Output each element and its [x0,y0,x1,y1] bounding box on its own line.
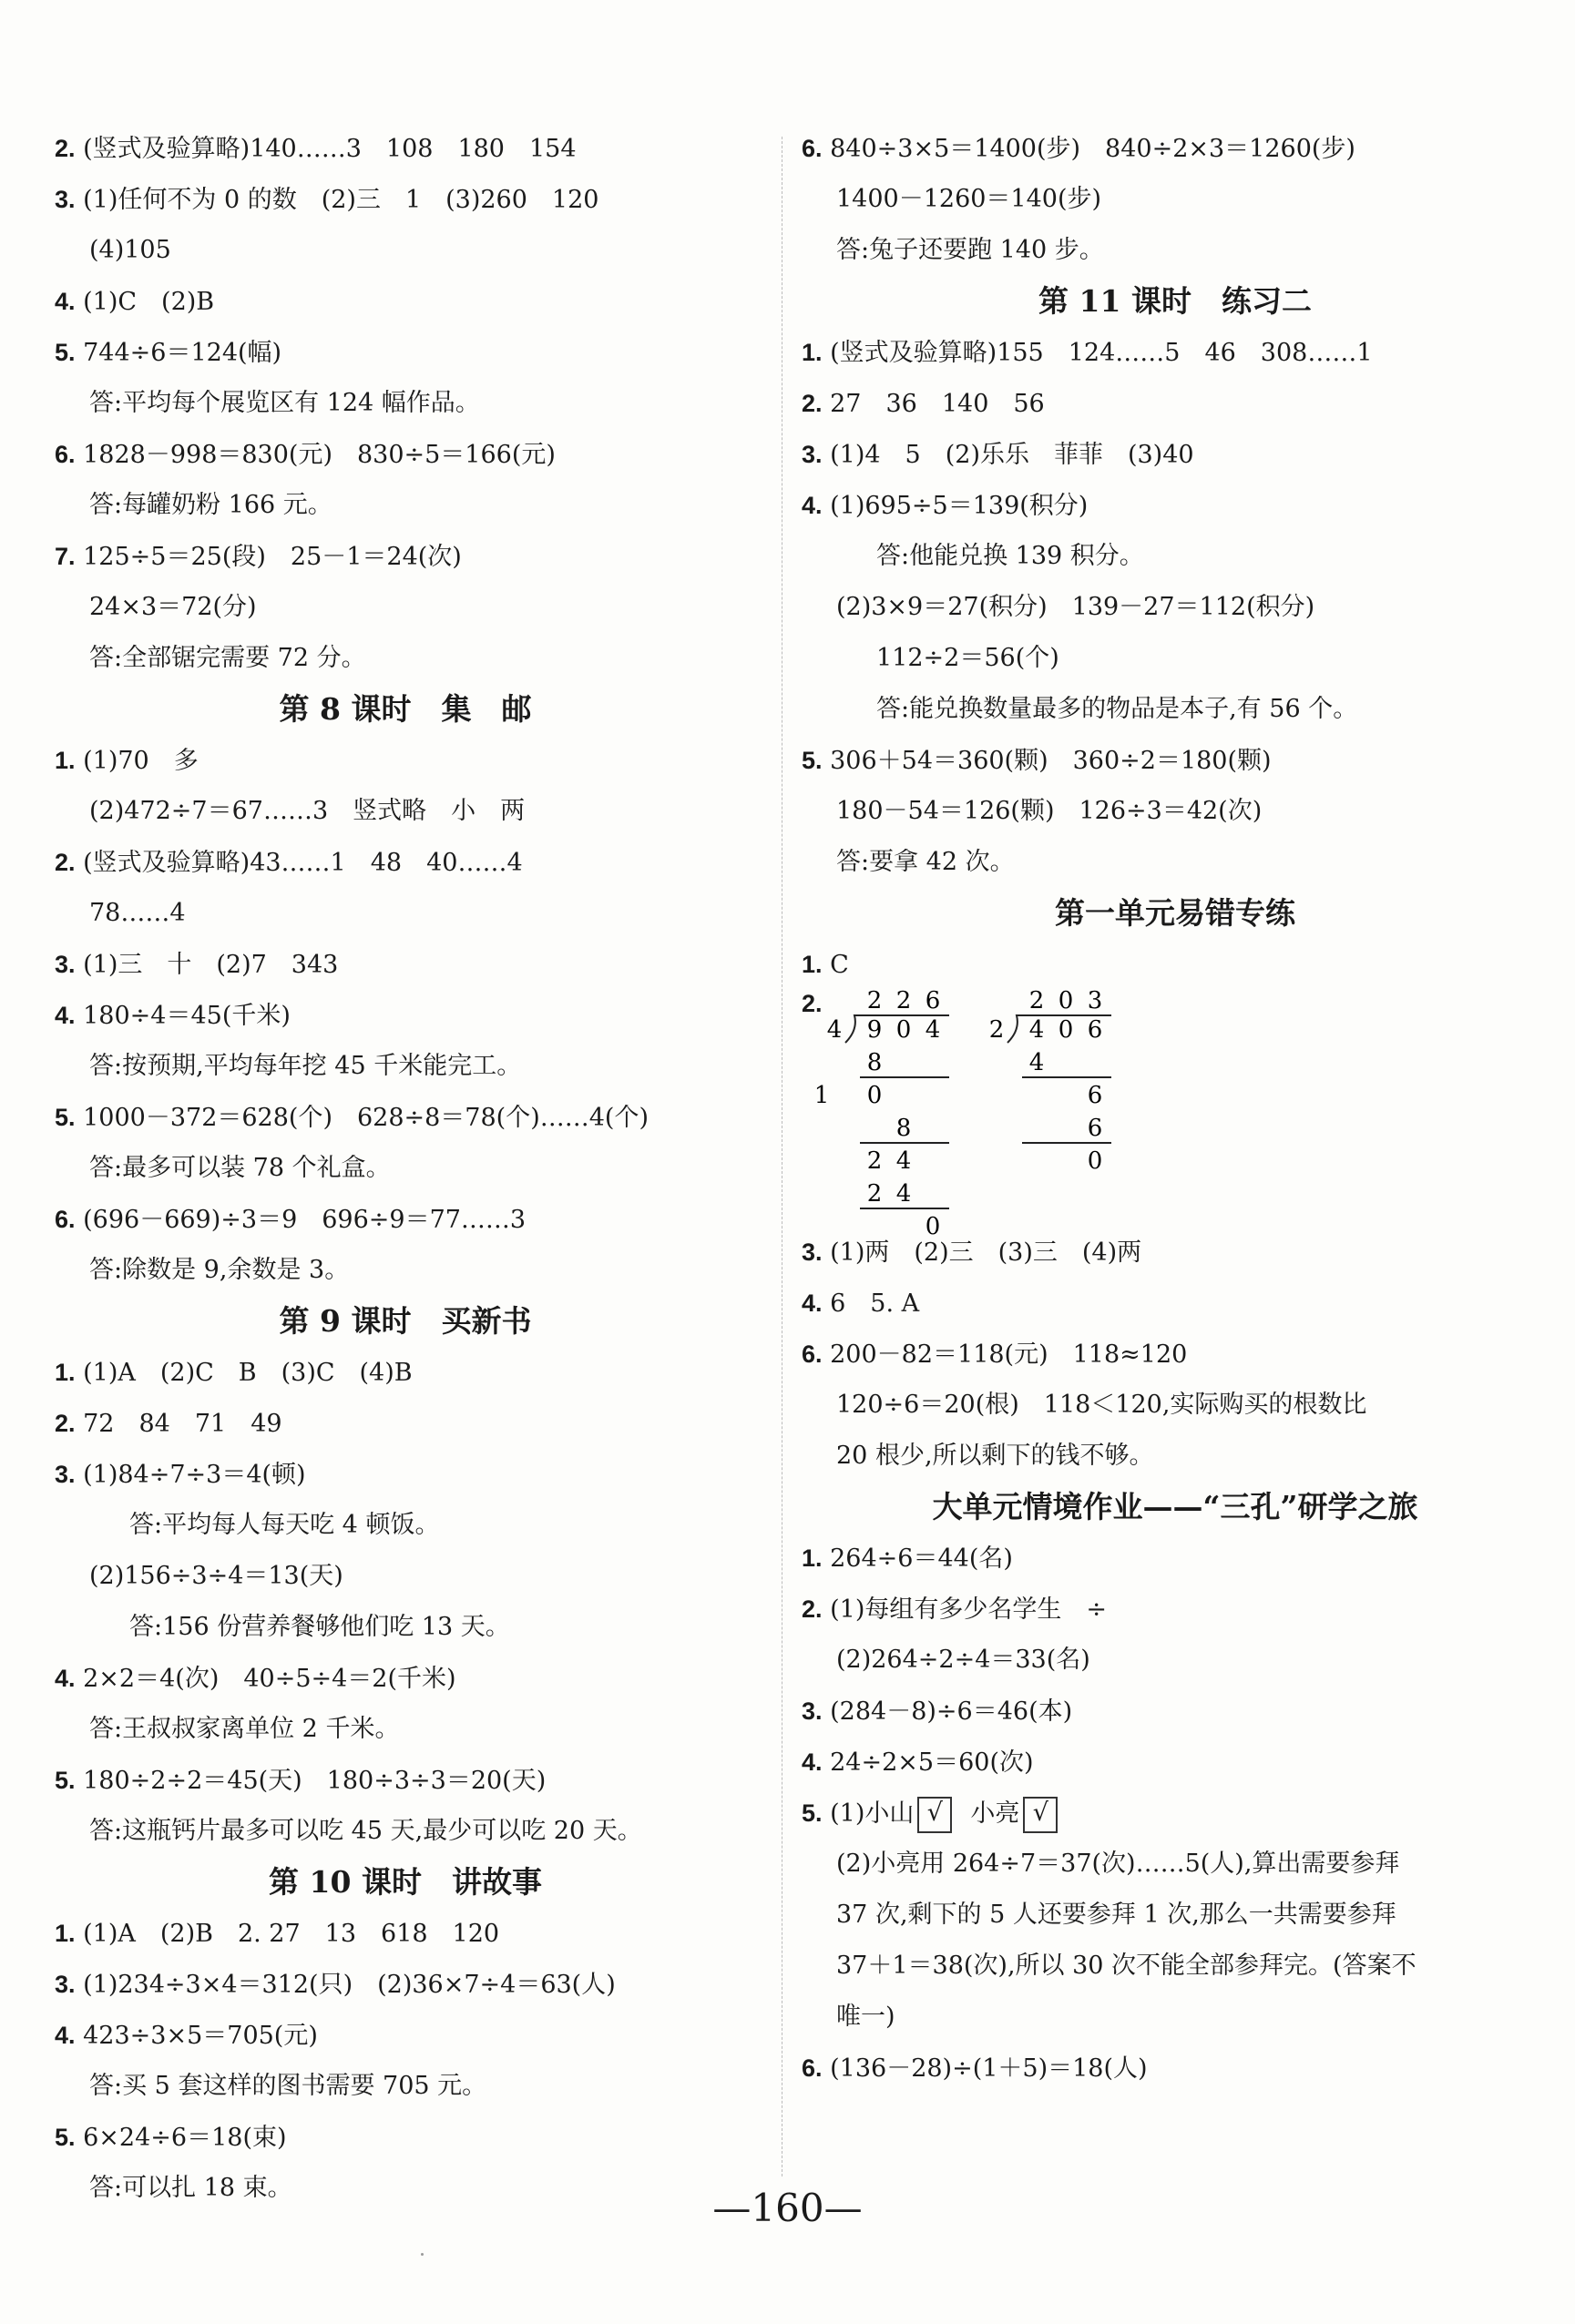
answer-text: (竖式及验算略)43……1 48 40……4 [83,849,523,877]
answer-text: 答:买 5 套这样的图书需要 705 元。 [89,2072,487,2100]
answer-text: 24×3＝72(分) [89,593,257,621]
answer-line [55,837,756,888]
answer-text: 答:要拿 42 次。 [836,848,1015,876]
question-number: 3. [802,1697,823,1725]
answer-line [802,837,1549,888]
question-number: 1. [55,1359,76,1386]
answer-text: 答:每罐奶粉 166 元。 [89,491,332,519]
answer-line [802,1737,1549,1788]
answer-text: 264÷6＝44(名) [830,1544,1013,1573]
answer-text: 1828－998＝830(元) 830÷5＝166(元) [83,441,556,469]
divisor: 2 [988,1016,1005,1044]
answer-text: 答:可以扎 18 束。 [89,2174,292,2202]
question-number: 5. [55,339,76,366]
answer-line [55,990,756,1041]
answer-line [802,1227,1549,1278]
answer-line [55,276,756,327]
question-number: 1. [55,1920,76,1947]
answer-line [55,2010,756,2061]
answer-line [802,1380,1549,1431]
divisor: 4 [826,1016,843,1044]
answer-text: C [830,951,849,979]
step-digit: 4 [1028,1049,1045,1076]
question-number: 2. [802,990,823,1017]
question-number: 1. [802,1544,823,1572]
answer-text: (1)任何不为 0 的数 (2)三 1 (3)260 120 [83,186,599,214]
dividend-digit: 0 [1058,1016,1074,1044]
question-number: 1. [802,951,823,978]
answer-text: (1)两 (2)三 (3)三 (4)两 [830,1238,1142,1267]
answer-text: 840÷3×5＝1400(步) 840÷2×3＝1260(步) [830,135,1355,163]
answer-line [802,1992,1549,2043]
answer-text: (284－8)÷6＝46(本) [830,1697,1073,1726]
answer-text: 37＋1＝38(次),所以 30 次不能全部参拜完。(答案不 [836,1952,1416,1980]
answer-text: 答:156 份营养餐够他们吃 13 天。 [129,1613,510,1641]
answer-line [55,1194,756,1245]
question-number: 6. [802,2054,823,2082]
answer-line [55,429,756,480]
answer-line [802,735,1549,786]
question-number: 3. [55,1971,76,1998]
question-number: 6. [55,1206,76,1233]
answer-line [802,378,1549,429]
answer-line [802,1533,1549,1584]
answer-text: (1)每组有多少名学生 ÷ [830,1595,1107,1624]
answer-text: (1)70 多 [83,747,199,775]
long-division-406-by-2 [984,987,1120,1227]
dividend-digit: 4 [1028,1016,1045,1044]
answer-line [802,1941,1549,1992]
check-box: √ [917,1797,952,1833]
answer-line [802,174,1549,225]
long-division-904-by-4 [813,987,958,1240]
answer-line [55,1449,756,1500]
page-number: —160— [712,2186,863,2230]
answer-line [55,1602,756,1653]
step-digit: 6 [1087,1082,1103,1109]
right-column [802,123,1549,2094]
answer-text: 答:能兑换数量最多的物品是本子,有 56 个。 [876,695,1358,723]
answer-text: 744÷6＝124(幅) [83,339,282,367]
answer-line [55,1551,756,1602]
answer-line [802,1839,1549,1890]
answer-line [55,1908,756,1959]
answer-line [802,123,1549,174]
answer-line [55,174,756,225]
answer-line [55,939,756,990]
answer-text: (2)小亮用 264÷7＝37(次)……5(人),算出需要参拜 [836,1850,1400,1878]
question-number: 2. [802,1595,823,1623]
answer-line [55,327,756,378]
answer-text: (2)156÷3÷4＝13(天) [89,1562,343,1590]
answer-line [55,1143,756,1194]
answer-text: (1)234÷3×4＝312(只) (2)36×7÷4＝63(人) [83,1971,616,1999]
question-number: 1. [802,339,823,366]
answer-text: 24÷2×5＝60(次) [830,1748,1034,1777]
question-number: 4. [802,1289,823,1317]
answer-line [802,480,1549,531]
answer-text: (1)小山 [830,1799,915,1828]
answer-text: 答:他能兑换 139 积分。 [876,542,1144,570]
left-column [55,123,756,2214]
answer-line [802,225,1549,276]
answer-text: (1)三 十 (2)7 343 [83,951,339,979]
answer-text: 答:这瓶钙片最多可以吃 45 天,最少可以吃 20 天。 [89,1817,642,1845]
quotient-digit: 3 [1087,987,1103,1014]
question-number: 2. [55,1410,76,1437]
answer-line [802,531,1549,582]
question-number: 2. [802,390,823,417]
quotient-digit: 2 [1028,987,1045,1014]
answer-text: 答:平均每人每天吃 4 顿饭。 [129,1511,440,1539]
answer-line [55,2112,756,2163]
question-number: 4. [55,1665,76,1692]
answer-line [802,1788,1549,1839]
answer-text: 6×24÷6＝18(束) [83,2124,287,2152]
answer-text: 78……4 [89,899,186,927]
answer-text: 180÷2÷2＝45(天) 180÷3÷3＝20(天) [83,1767,547,1795]
question-number: 6. [802,1340,823,1368]
answer-text: (竖式及验算略)140……3 108 180 154 [83,135,577,163]
question-number: 5. [802,747,823,774]
answer-text: 唯一) [836,2003,895,2031]
answer-line [55,1092,756,1143]
answer-line [55,582,756,633]
answer-text: (1)A (2)C B (3)C (4)B [83,1359,413,1387]
answer-text: 112÷2＝56(个) [876,644,1059,672]
answer-text: (2)264÷2÷4＝33(名) [836,1646,1090,1674]
step-digit: 4 [895,1147,912,1175]
step-digit: 2 [866,1180,883,1208]
answer-text: 20 根少,所以剩下的钱不够。 [836,1442,1154,1470]
step-digit: 1 [813,1082,830,1109]
answer-text: (136－28)÷(1＋5)＝18(人) [830,2054,1148,2083]
answer-line [55,1704,756,1755]
question-number: 5. [55,1767,76,1794]
question-number: 5. [55,2124,76,2151]
answer-line [55,1245,756,1296]
question-number: 3. [55,1461,76,1488]
question-number: 3. [55,951,76,978]
answer-text: 答:王叔叔家离单位 2 千米。 [89,1715,400,1743]
answer-line [55,1806,756,1857]
answer-line [802,1329,1549,1380]
answer-line [55,633,756,684]
section-heading: 第 11 课时 练习二 [1038,283,1312,319]
answer-text: (2)3×9＝27(积分) 139－27＝112(积分) [836,593,1315,621]
answer-line [55,1653,756,1704]
quotient-digit: 0 [1058,987,1074,1014]
question-number: 4. [55,1002,76,1029]
question-number: 3. [55,186,76,213]
quotient-digit: 2 [895,987,912,1014]
answer-text: (1)84÷7÷3＝4(顿) [83,1461,306,1489]
answer-text: (1)A (2)B 2. 27 13 618 120 [83,1920,500,1948]
answer-text: (696－669)÷3＝9 696÷9＝77……3 [83,1206,527,1234]
question-number: 5. [55,1104,76,1131]
question-number: 4. [55,2022,76,2049]
answer-text: 180÷4＝45(千米) [83,1002,291,1030]
answer-line [55,888,756,939]
answer-text: 180－54＝126(颗) 126÷3＝42(次) [836,797,1263,825]
answer-text: 306＋54＝360(颗) 360÷2＝180(颗) [830,747,1272,775]
question-number: 6. [55,441,76,468]
answer-line [802,429,1549,480]
step-digit: 8 [895,1115,912,1142]
step-digit: 0 [866,1082,883,1109]
dividend-digit: 0 [895,1016,912,1044]
answer-line [55,1398,756,1449]
step-digit: 0 [925,1213,941,1240]
quotient-digit: 6 [925,987,941,1014]
answer-line [802,2043,1549,2094]
answer-text: 2×2＝4(次) 40÷5÷4＝2(千米) [83,1665,456,1693]
answer-line [55,786,756,837]
section-heading: 大单元情境作业——“三孔”研学之旅 [932,1489,1418,1524]
answer-line [802,327,1549,378]
answer-line [55,1755,756,1806]
answer-line [55,735,756,786]
answer-text: 125÷5＝25(段) 25－1＝24(次) [83,543,462,571]
answer-text: 答:按预期,平均每年挖 45 千米能完工。 [89,1052,522,1080]
step-digit: 6 [1087,1115,1103,1142]
answer-line [802,684,1549,735]
step-digit: 8 [866,1049,883,1076]
answer-text: 答:平均每个展览区有 124 幅作品。 [89,389,480,417]
scan-speck [421,2253,424,2256]
answer-text: 答:最多可以装 78 个礼盒。 [89,1154,391,1182]
answer-text: 423÷3×5＝705(元) [83,2022,318,2050]
answer-text: 1000－372＝628(个) 628÷8＝78(个)……4(个) [83,1104,649,1132]
answer-line [55,123,756,174]
dividend-digit: 4 [925,1016,941,1044]
answer-line [802,1431,1549,1482]
answer-text: 120÷6＝20(根) 118＜120,实际购买的根数比 [836,1391,1367,1419]
answer-text: (1)695÷5＝139(积分) [830,492,1089,520]
check-box: √ [1023,1797,1058,1833]
answer-line [802,1686,1549,1737]
answer-text: (2)472÷7＝67……3 竖式略 小 两 [89,797,526,825]
answer-text: (4)105 [89,236,171,264]
answer-text: 1400－1260＝140(步) [836,185,1102,213]
answer-line [55,480,756,531]
answer-text: 72 84 71 49 [83,1410,282,1438]
question-number: 4. [802,492,823,519]
answer-line [802,582,1549,633]
question-number: 7. [55,543,76,570]
question-number: 1. [55,747,76,774]
quotient-digit: 2 [866,987,883,1014]
section-heading: 第一单元易错专练 [1055,895,1295,931]
step-digit: 2 [866,1147,883,1175]
answer-line [55,531,756,582]
answer-text: (1)4 5 (2)乐乐 菲菲 (3)40 [830,441,1194,469]
answer-line [802,1890,1549,1941]
step-digit: 4 [895,1180,912,1208]
section-heading: 第 8 课时 集 邮 [279,691,532,727]
answer-text: 答:兔子还要跑 140 步。 [836,236,1104,264]
answer-text: 200－82＝118(元) 118≈120 [830,1340,1188,1369]
answer-line [55,1347,756,1398]
answer-text: (竖式及验算略)155 124……5 46 308……1 [830,339,1373,367]
answer-line [802,1278,1549,1329]
answer-line [802,633,1549,684]
question-number: 6. [802,135,823,162]
question-number: 5. [802,1799,823,1827]
answer-line [802,1584,1549,1635]
answer-text: (1)C (2)B [83,288,215,316]
answer-text: 小亮 [970,1799,1020,1828]
question-number: 2. [55,135,76,162]
question-number: 4. [802,1748,823,1776]
dividend-digit: 6 [1087,1016,1103,1044]
answer-line [55,1959,756,2010]
long-division-answer [802,987,1549,1240]
section-heading: 第 10 课时 讲故事 [269,1864,542,1900]
section-heading: 第 9 课时 买新书 [279,1303,532,1339]
answer-line [55,1041,756,1092]
answer-line [55,2061,756,2112]
question-number: 3. [802,1238,823,1266]
answer-text: 37 次,剩下的 5 人还要参拜 1 次,那么一共需要参拜 [836,1901,1396,1929]
answer-line [802,1635,1549,1686]
answer-text: 27 36 140 56 [830,390,1045,418]
answer-line [55,1500,756,1551]
answer-line [802,939,1549,990]
answer-text: 答:除数是 9,余数是 3。 [89,1256,350,1284]
step-digit: 0 [1087,1147,1103,1175]
answer-text: 6 5. A [830,1289,920,1318]
answer-line [55,378,756,429]
question-number: 3. [802,441,823,468]
answer-line [802,786,1549,837]
question-number: 4. [55,288,76,315]
answer-text: 答:全部锯完需要 72 分。 [89,644,366,672]
dividend-digit: 9 [866,1016,883,1044]
answer-line [55,225,756,276]
question-number: 2. [55,849,76,876]
